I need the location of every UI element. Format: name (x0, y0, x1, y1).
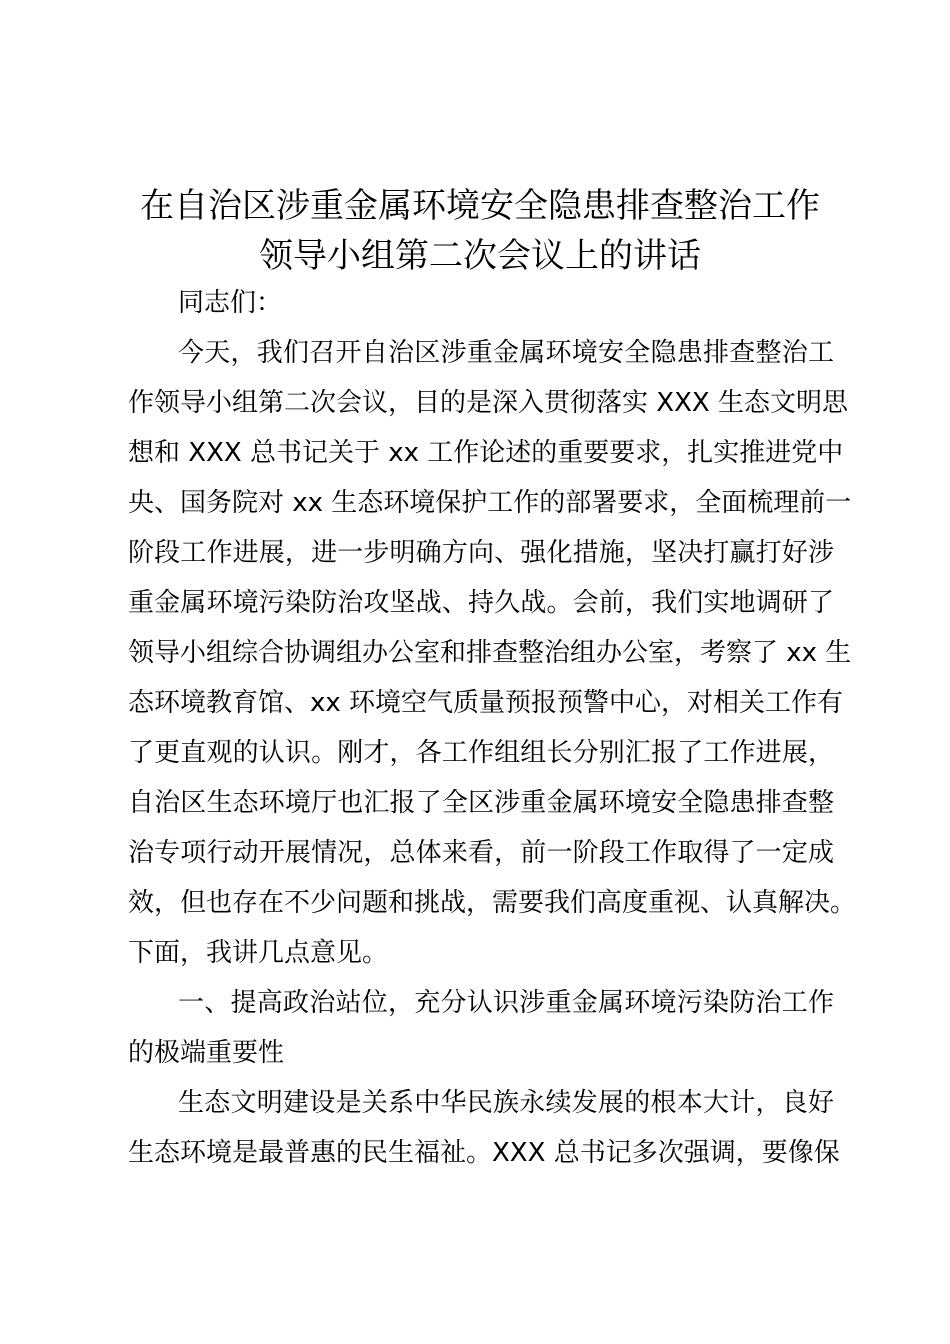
paragraph-line: 领导小组综合协调组办公室和排查整治组办公室，考察了 xx 生 (128, 638, 852, 668)
paragraph-line: 生态文明建设是关系中华民族永续发展的根本大计，良好 (178, 1088, 834, 1118)
paragraph-line: 下面，我讲几点意见。 (128, 938, 389, 968)
heading-line: 一、提高政治站位，充分认识涉重金属环境污染防治工作 (178, 988, 834, 1018)
paragraph-line: 重金属环境污染防治攻坚战、持久战。会前，我们实地调研了 (128, 588, 834, 618)
paragraph-line: 治专项行动开展情况，总体来看，前一阶段工作取得了一定成 (128, 838, 834, 868)
paragraph-line: 生态环境是最普惠的民生福祉。XXX 总书记多次强调，要像保 (128, 1138, 840, 1168)
paragraph-line: 央、国务院对 xx 生态环境保护工作的部署要求，全面梳理前一 (128, 488, 852, 518)
paragraph-line: 态环境教育馆、xx 环境空气质量预报预警中心，对相关工作有 (128, 688, 844, 718)
paragraph-line: 今天，我们召开自治区涉重金属环境安全隐患排查整治工 (178, 338, 834, 368)
paragraph-line: 自治区生态环境厅也汇报了全区涉重金属环境安全隐患排查整 (128, 788, 834, 818)
document-title-line-2: 领导小组第二次会议上的讲话 (259, 236, 701, 276)
heading-line: 的极端重要性 (128, 1038, 285, 1068)
document-title-line-1: 在自治区涉重金属环境安全隐患排查整治工作 (140, 186, 820, 226)
paragraph-line: 阶段工作进展，进一步明确方向、强化措施，坚决打赢打好涉 (128, 538, 834, 568)
paragraph-line: 想和 XXX 总书记关于 xx 工作论述的重要要求，扎实推进党中 (128, 438, 844, 468)
paragraph-line: 了更直观的认识。刚才，各工作组组长分别汇报了工作进展， (128, 738, 834, 768)
paragraph-line: 作领导小组第二次会议，目的是深入贯彻落实 XXX 生态文明思 (128, 388, 848, 418)
salutation: 同志们： (178, 288, 283, 318)
paragraph-line: 效，但也存在不少问题和挑战，需要我们高度重视、认真解决。 (128, 888, 857, 918)
